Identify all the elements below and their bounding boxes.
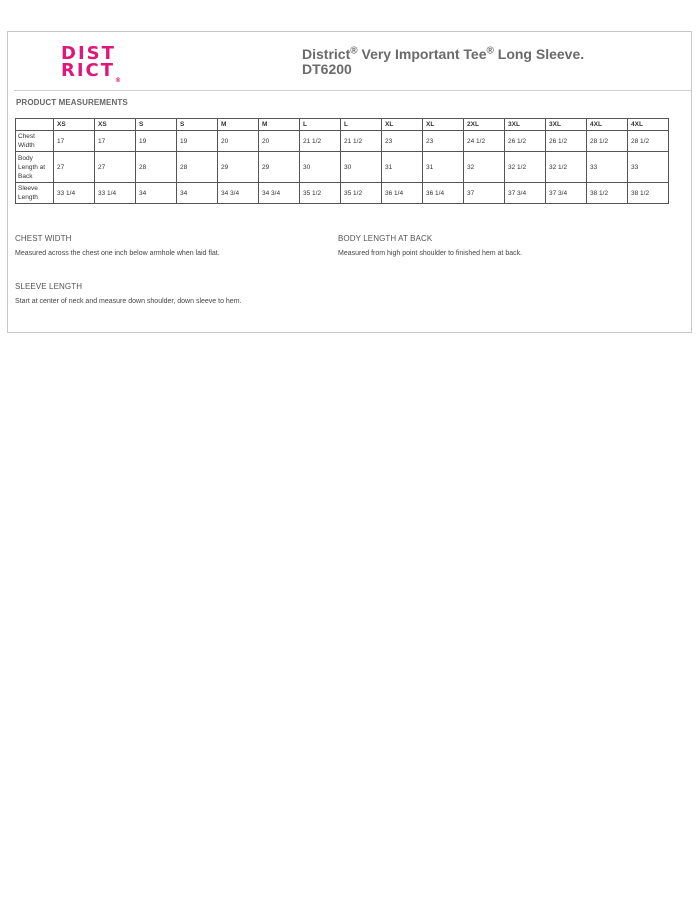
measurement-cell: 21 1/2 (300, 131, 341, 152)
measurement-cell: 35 1/2 (300, 183, 341, 204)
measurement-cell: 38 1/2 (587, 183, 628, 204)
measurement-cell: 34 3/4 (218, 183, 259, 204)
chest-width-description: Measured across the chest one inch below armhole when laid flat. (15, 250, 220, 257)
measurement-cell: 28 1/2 (628, 131, 669, 152)
logo-line-1: DIST (61, 43, 116, 64)
size-header-cell: M (218, 119, 259, 131)
size-header-cell: XS (95, 119, 136, 131)
measurement-cell: 30 (300, 152, 341, 183)
measurement-cell: 30 (341, 152, 382, 183)
size-header-cell: S (136, 119, 177, 131)
product-title-line-1 (302, 47, 682, 62)
measurement-cell: 35 1/2 (341, 183, 382, 204)
measurement-cell: 23 (382, 131, 423, 152)
measurement-cell: 36 1/4 (382, 183, 423, 204)
measurement-cell: 24 1/2 (464, 131, 505, 152)
title-reg-2: ® (486, 45, 494, 57)
measurement-cell: 19 (136, 131, 177, 152)
measurement-cell: 31 (423, 152, 464, 183)
measurement-cell: 33 1/4 (95, 183, 136, 204)
measurement-cell: 29 (259, 152, 300, 183)
table-row (16, 131, 669, 152)
measurement-cell: 29 (218, 152, 259, 183)
measurement-cell: 20 (218, 131, 259, 152)
district-logo (61, 43, 122, 84)
measurement-cell: 38 1/2 (628, 183, 669, 204)
row-label-cell: Body Length at Back (16, 152, 54, 183)
measurement-cell: 33 (587, 152, 628, 183)
size-header-cell: XL (382, 119, 423, 131)
measurement-cell: 26 1/2 (546, 131, 587, 152)
header-divider (14, 90, 691, 91)
table-corner-cell (16, 119, 54, 131)
table-row (16, 152, 669, 183)
measurement-cell: 28 (136, 152, 177, 183)
sleeve-length-heading: SLEEVE LENGTH (15, 282, 83, 291)
table-row (16, 183, 669, 204)
size-header-cell: S (177, 119, 218, 131)
product-style-number: DT6200 (302, 61, 352, 77)
size-header-cell: 3XL (546, 119, 587, 131)
size-header-cell: 2XL (464, 119, 505, 131)
measurement-cell: 19 (177, 131, 218, 152)
measurement-cell: 31 (382, 152, 423, 183)
table-header-row (16, 119, 669, 131)
measurement-cell: 26 1/2 (505, 131, 546, 152)
measurement-cell: 32 1/2 (505, 152, 546, 183)
body-length-heading: BODY LENGTH AT BACK (338, 234, 433, 243)
measurement-cell: 36 1/4 (423, 183, 464, 204)
measurement-cell: 34 (177, 183, 218, 204)
size-header-cell: L (300, 119, 341, 131)
measurement-cell: 28 1/2 (587, 131, 628, 152)
measurement-cell: 27 (54, 152, 95, 183)
measurements-table (15, 118, 669, 204)
size-header-cell: M (259, 119, 300, 131)
measurement-cell: 34 3/4 (259, 183, 300, 204)
measurement-cell: 27 (95, 152, 136, 183)
size-header-cell: XS (54, 119, 95, 131)
measurement-cell: 33 (628, 152, 669, 183)
measurement-cell: 34 (136, 183, 177, 204)
title-part-b: Very Important Tee (357, 46, 487, 62)
size-header-cell: L (341, 119, 382, 131)
row-label-cell: Sleeve Length (16, 183, 54, 204)
size-chart-sheet (7, 31, 692, 333)
sleeve-length-description: Start at center of neck and measure down shoulder, down sleeve to hem. (15, 298, 242, 305)
measurement-cell: 32 (464, 152, 505, 183)
measurement-cell: 23 (423, 131, 464, 152)
size-header-cell: 3XL (505, 119, 546, 131)
title-reg-1: ® (350, 45, 358, 57)
product-title (302, 47, 682, 77)
measurement-cell: 33 1/4 (54, 183, 95, 204)
measurement-cell: 21 1/2 (341, 131, 382, 152)
size-header-cell: 4XL (628, 119, 669, 131)
section-label-product-measurements: PRODUCT MEASUREMENTS (16, 98, 128, 107)
measurement-cell: 20 (259, 131, 300, 152)
measurement-cell: 37 3/4 (505, 183, 546, 204)
measurement-cell: 17 (54, 131, 95, 152)
measurement-cell: 28 (177, 152, 218, 183)
body-length-description: Measured from high point shoulder to finished hem at back. (338, 250, 523, 257)
size-header-cell: XL (423, 119, 464, 131)
row-label-cell: Chest Width (16, 131, 54, 152)
measurement-cell: 32 1/2 (546, 152, 587, 183)
logo-line-2-text: RICT (61, 60, 116, 81)
chest-width-heading: CHEST WIDTH (15, 234, 72, 243)
measurement-cell: 37 3/4 (546, 183, 587, 204)
logo-registered-mark: ® (115, 77, 122, 84)
title-part-c: Long Sleeve. (493, 46, 585, 62)
logo-line-2 (61, 60, 122, 84)
title-part-a: District (302, 46, 351, 62)
measurement-cell: 17 (95, 131, 136, 152)
size-header-cell: 4XL (587, 119, 628, 131)
measurement-cell: 37 (464, 183, 505, 204)
